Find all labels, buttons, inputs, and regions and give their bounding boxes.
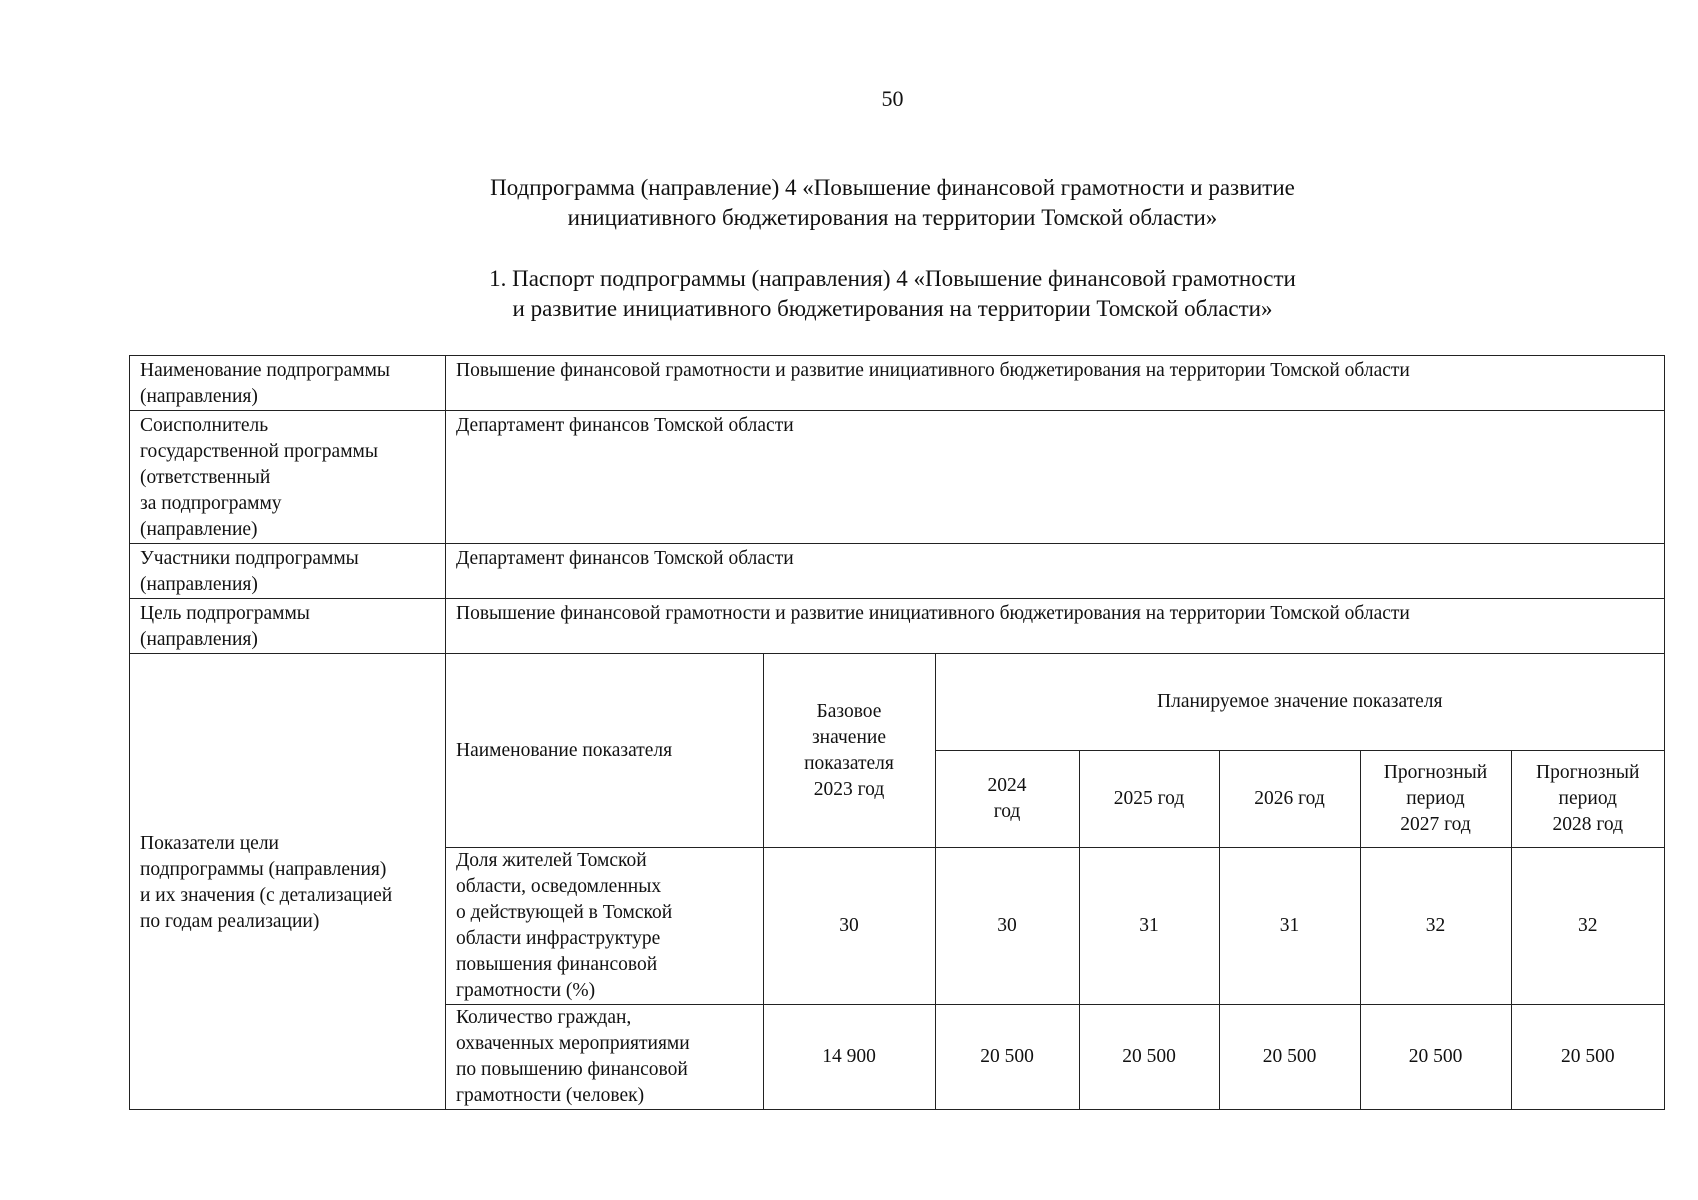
row-value: Департамент финансов Томской области: [446, 411, 1665, 544]
row-label-line: Показатели цели: [140, 832, 279, 854]
indicator-name-line: грамотности (%): [456, 980, 596, 1001]
row-label-line: (направления): [140, 386, 258, 407]
indicators-table-cell: [446, 654, 1665, 1110]
indicator-name-line: охваченных мероприятиями: [456, 1033, 690, 1054]
row-label-line: Наименование подпрограммы: [140, 360, 391, 381]
passport-title-line: 1. Паспорт подпрограммы (направления) 4 «Повышение финансовой грамотности: [489, 266, 1296, 291]
indicator-name: [446, 1005, 763, 1110]
row-value: Повышение финансовой грамотности и развитие инициативного бюджетирования на территории Томской области: [446, 599, 1665, 654]
row-label: [130, 599, 446, 654]
base-value: 30: [763, 848, 935, 1005]
year-header: [1360, 751, 1511, 848]
header-line: период: [1406, 788, 1465, 809]
header-line: 2023 год: [813, 778, 885, 800]
indicators-header-row: [446, 654, 1664, 751]
table-row: [130, 654, 1665, 1110]
header-line: период: [1558, 788, 1617, 809]
indicator-name-line: грамотности (человек): [456, 1085, 645, 1106]
indicator-name-line: Количество граждан,: [456, 1007, 632, 1028]
table-row: [130, 544, 1665, 599]
indicator-name-line: области инфраструктуре: [456, 928, 661, 949]
header-line: Прогнозный: [1536, 762, 1640, 783]
indicator-name-line: Доля жителей Томской: [456, 850, 647, 871]
base-value: 14 900: [763, 1005, 935, 1110]
passport-title-line: и развитие инициативного бюджетирования на территории Томской области»: [512, 296, 1273, 321]
header-line: Прогнозный: [1383, 762, 1488, 783]
year-header: [935, 751, 1079, 848]
year-value: 20 500: [935, 1005, 1079, 1110]
row-label-line: по годам реализации): [140, 910, 320, 932]
header-line: 2024: [987, 775, 1027, 796]
base-value-header: [763, 654, 935, 848]
subprogram-title: [0, 173, 1698, 233]
indicator-name-line: о действующей в Томской: [456, 902, 673, 923]
row-value: Повышение финансовой грамотности и развитие инициативного бюджетирования на территории Томской области: [446, 356, 1665, 411]
row-label-line: подпрограммы (направления): [140, 858, 387, 880]
header-line: значение: [811, 726, 886, 748]
year-value: 32: [1360, 848, 1511, 1005]
header-line: 2028 год: [1552, 814, 1623, 835]
year-value: 20 500: [1511, 1005, 1664, 1110]
year-value: 31: [1219, 848, 1360, 1005]
row-value: Департамент финансов Томской области: [446, 544, 1665, 599]
year-value: 31: [1079, 848, 1219, 1005]
indicator-name: [446, 848, 763, 1005]
row-label-line: (направления): [140, 629, 258, 650]
indicator-name-line: области, осведомленных: [456, 876, 662, 897]
indicators-label: [130, 654, 446, 1110]
row-label-line: и их значения (с детализацией: [140, 884, 393, 906]
planned-value-header: Планируемое значение показателя: [935, 654, 1664, 751]
header-line: показателя: [804, 752, 894, 774]
row-label-line: Участники подпрограммы: [140, 548, 359, 569]
subprogram-title-line: инициативного бюджетирования на территории Томской области»: [567, 205, 1218, 230]
table-row: [130, 599, 1665, 654]
page-number: 50: [881, 86, 904, 111]
row-label-line: (ответственный: [140, 467, 271, 488]
header-line: 2025 год: [1113, 788, 1185, 809]
year-value: 20 500: [1079, 1005, 1219, 1110]
indicator-name-line: по повышению финансовой: [456, 1059, 688, 1080]
year-header: [1511, 751, 1664, 848]
subprogram-title-line: Подпрограмма (направление) 4 «Повышение финансовой грамотности и развитие: [490, 175, 1295, 200]
row-label-line: Цель подпрограммы: [140, 603, 310, 624]
header-line: 2026 год: [1254, 788, 1325, 809]
row-label: [130, 544, 446, 599]
indicator-row: [446, 848, 1664, 1005]
table-row: [130, 411, 1665, 544]
table-row: [130, 356, 1665, 411]
year-value: 32: [1511, 848, 1664, 1005]
year-value: 20 500: [1360, 1005, 1511, 1110]
row-label-line: за подпрограмму: [140, 493, 282, 514]
header-line: Базовое: [816, 700, 882, 722]
year-header: [1219, 751, 1360, 848]
row-label: [130, 411, 446, 544]
row-label-line: государственной программы: [140, 441, 378, 462]
indicators-table: [446, 654, 1664, 1109]
row-label-line: (направление): [140, 519, 258, 540]
row-label-line: (направления): [140, 574, 258, 595]
indicator-name-header: Наименование показателя: [446, 654, 763, 848]
header-line: год: [993, 801, 1021, 822]
header-line: 2027 год: [1400, 814, 1471, 835]
year-value: 30: [935, 848, 1079, 1005]
row-label: [130, 356, 446, 411]
row-label-line: Соисполнитель: [140, 415, 269, 436]
indicator-name-line: повышения финансовой: [456, 954, 658, 975]
year-header: [1079, 751, 1219, 848]
passport-title: [0, 264, 1698, 324]
year-value: 20 500: [1219, 1005, 1360, 1110]
indicator-row: [446, 1005, 1664, 1110]
passport-table: [129, 355, 1665, 1110]
